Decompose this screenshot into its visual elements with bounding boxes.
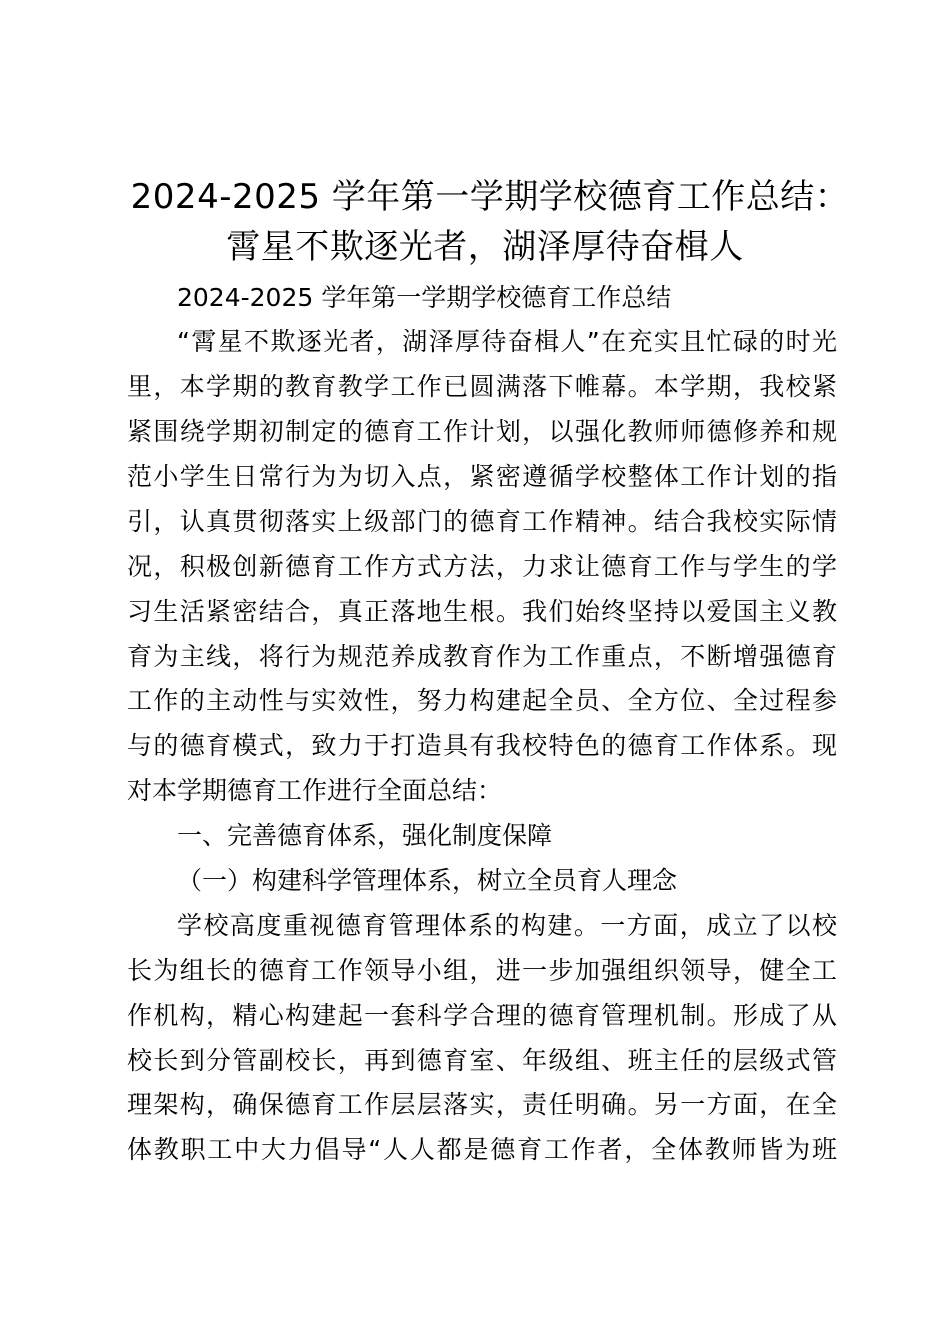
document-title-line-1: 2024-2025 学年第一学期学校德育工作总结：	[130, 177, 850, 217]
document-title-line-2: 霄星不欺逐光者，湖泽厚待奋楫人	[226, 227, 744, 267]
paragraph-line: 长为组长的德育工作领导小组，进一步加强组织领导，健全工	[127, 956, 837, 985]
paragraph-line: 理架构，确保德育工作层层落实，责任明确。另一方面，在全	[127, 1090, 837, 1119]
paragraph-line: 工作的主动性与实效性，努力构建起全员、全方位、全过程参	[127, 686, 837, 715]
subsection-heading-1-1: （一）构建科学管理体系，树立全员育人理念	[177, 866, 678, 895]
document-subtitle: 2024-2025 学年第一学期学校德育工作总结	[177, 283, 672, 312]
paragraph-line: 习生活紧密结合，真正落地生根。我们始终坚持以爱国主义教	[127, 597, 837, 626]
paragraph-line: 紧围绕学期初制定的德育工作计划，以强化教师师德修养和规	[127, 417, 837, 446]
paragraph-line: 体教职工中大力倡导“人人都是德育工作者，全体教师皆为班	[127, 1135, 837, 1164]
paragraph-line: 校长到分管副校长，再到德育室、年级组、班主任的层级式管	[127, 1046, 837, 1075]
paragraph-line: 作机构，精心构建起一套科学合理的德育管理机制。形成了从	[127, 1001, 837, 1030]
paragraph-line: 育为主线，将行为规范养成教育作为工作重点，不断增强德育	[127, 642, 837, 671]
paragraph-line: 与的德育模式，致力于打造具有我校特色的德育工作体系。现	[127, 731, 837, 760]
paragraph-line: 范小学生日常行为为切入点，紧密遵循学校整体工作计划的指	[127, 462, 837, 491]
paragraph-line: 引，认真贯彻落实上级部门的德育工作精神。结合我校实际情	[127, 507, 837, 536]
paragraph-line: 况，积极创新德育工作方式方法，力求让德育工作与学生的学	[127, 552, 837, 581]
section-heading-1: 一、完善德育体系，强化制度保障	[177, 821, 553, 850]
paragraph-line: 对本学期德育工作进行全面总结：	[127, 776, 503, 805]
paragraph-line: “霄星不欺逐光者，湖泽厚待奋楫人”在充实且忙碌的时光	[177, 327, 837, 356]
paragraph-line: 学校高度重视德育管理体系的构建。一方面，成立了以校	[177, 911, 837, 940]
paragraph-line: 里，本学期的教育教学工作已圆满落下帷幕。本学期，我校紧	[127, 372, 837, 401]
